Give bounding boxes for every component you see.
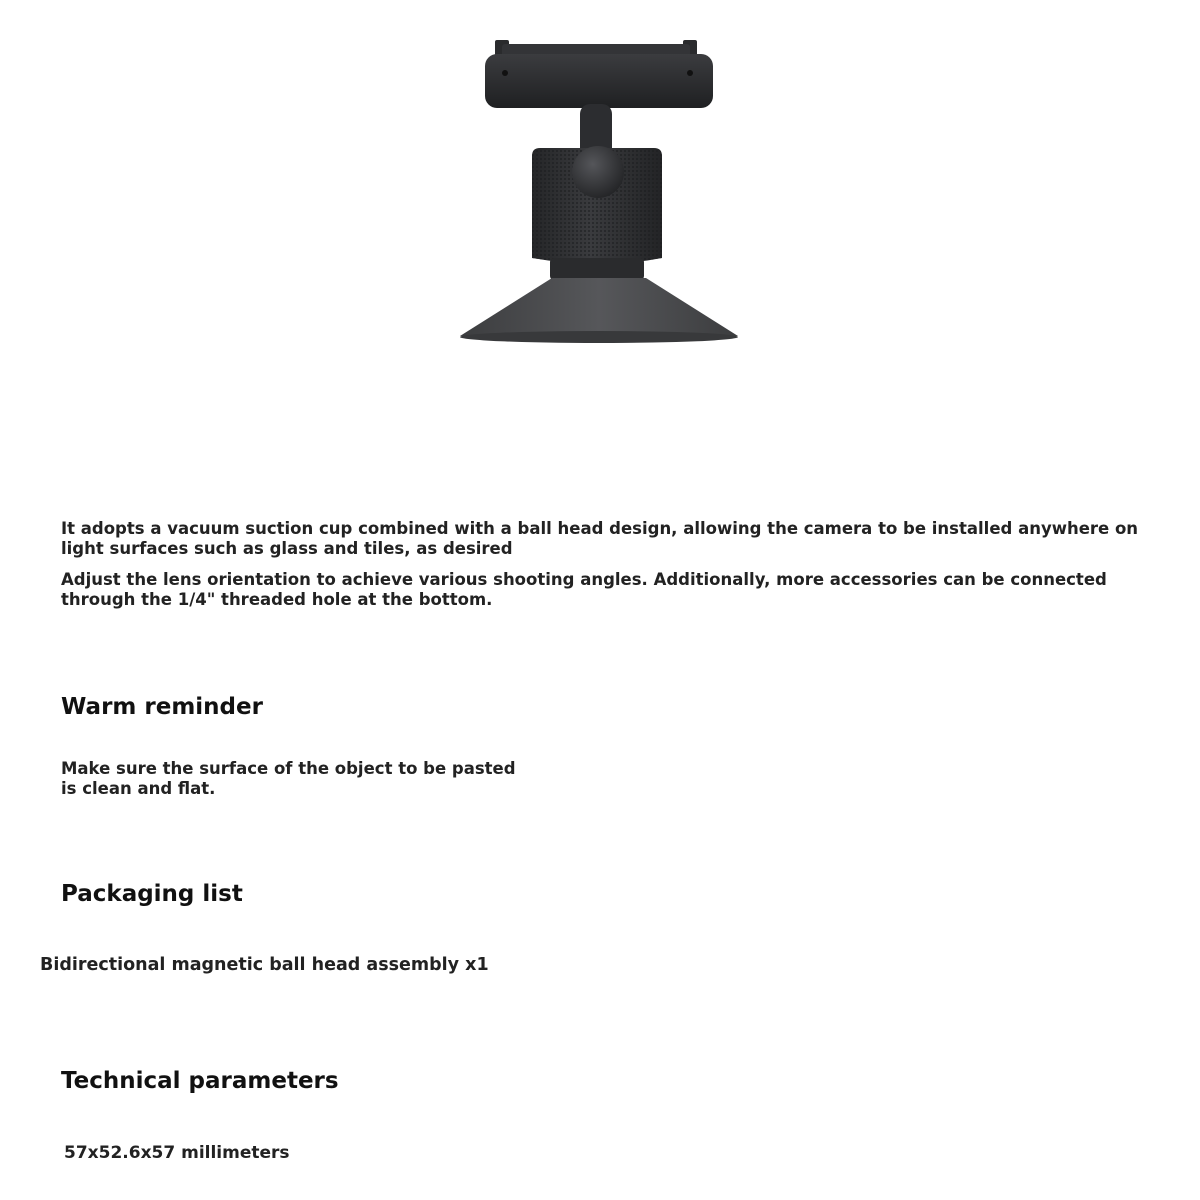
description-paragraph-1: It adopts a vacuum suction cup combined with a ball head design, allowing the camera to be installed anywhere on light surfaces such as glass and tiles, as desired bbox=[61, 519, 1139, 558]
packaging-list-item: Bidirectional magnetic ball head assembly x1 bbox=[40, 955, 489, 975]
technical-parameters-heading: Technical parameters bbox=[61, 1068, 339, 1094]
warm-reminder-heading: Warm reminder bbox=[61, 694, 263, 720]
warm-reminder-text: Make sure the surface of the object to be pasted is clean and flat. bbox=[61, 759, 516, 798]
packaging-list-heading: Packaging list bbox=[61, 881, 243, 907]
description-paragraph-2: Adjust the lens orientation to achieve various shooting angles. Additionally, more accessories can be connected through the 1/4" threaded hole at the bottom. bbox=[61, 570, 1107, 609]
dimensions-value: 57x52.6x57 millimeters bbox=[64, 1143, 290, 1163]
product-image bbox=[440, 30, 760, 360]
suction-cup-ball-head-mount-image bbox=[440, 30, 760, 360]
